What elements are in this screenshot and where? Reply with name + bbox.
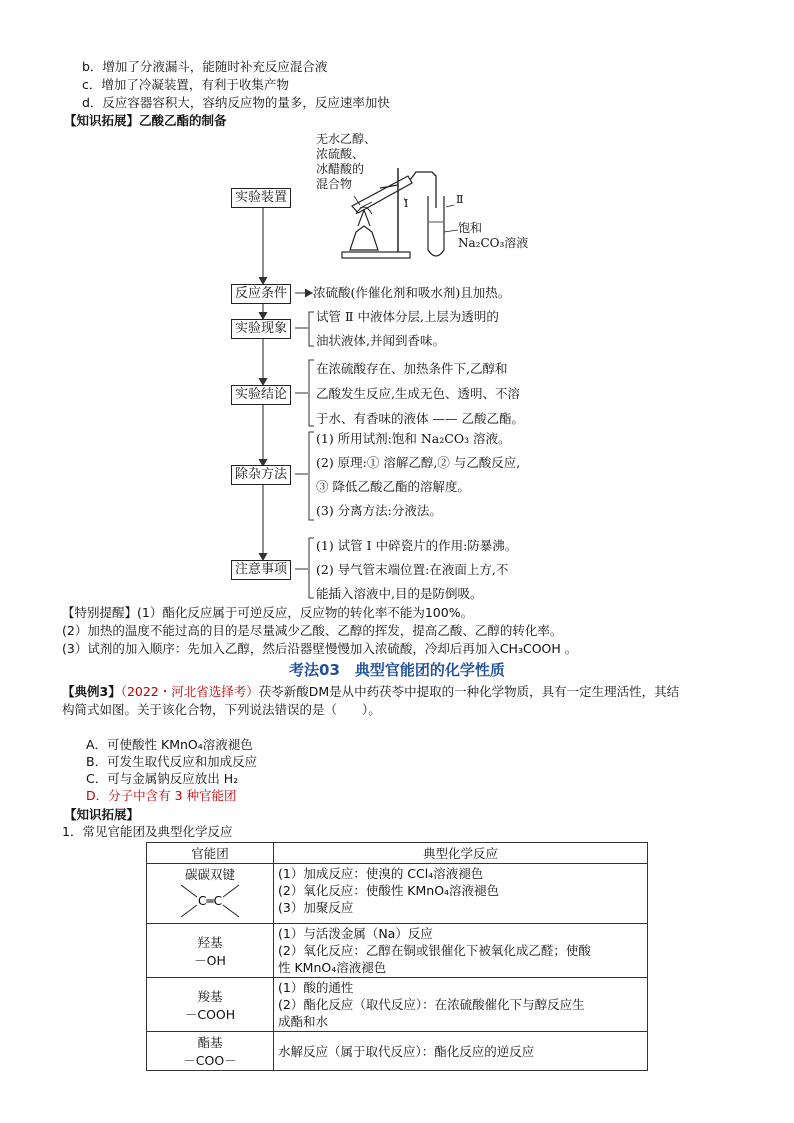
reaction-line: 性 KMnO₄溶液褪色	[278, 960, 387, 975]
notes-line-3: 能插入溶液中,目的是防倒吸。	[316, 586, 483, 601]
example-source: （2022・河北省选择考）	[120, 684, 259, 699]
notes-line-2: (2) 导气管末端位置:在液面上方,不	[316, 562, 509, 577]
table-header-row	[147, 843, 648, 864]
example-option-a: A．可使酸性 KMnO₄溶液褪色	[86, 737, 253, 752]
conclusion-line-1: 在浓硫酸存在、加热条件下,乙醇和	[316, 361, 508, 376]
phenomena-line-1: 试管 Ⅱ 中液体分层,上层为透明的	[316, 309, 499, 324]
example-line-1	[62, 683, 679, 700]
reaction-cell	[274, 864, 648, 924]
group-formula: －COOH	[184, 1006, 236, 1022]
example-stem-2: 构简式如图。关于该化合物，下列说法错误的是（ ）。	[62, 702, 381, 717]
functional-group-table	[146, 842, 648, 1071]
flow-label-notes: 注意事项	[231, 560, 291, 580]
reaction-line: 水解反应（属于取代反应）：酯化反应的逆反应	[278, 1043, 535, 1059]
tube-1-label: Ⅰ	[404, 197, 409, 210]
reaction-line: 成酯和水	[278, 1014, 329, 1029]
list-heading: 1．常见官能团及典型化学反应	[62, 824, 233, 839]
purification-line-1: (1) 所用试剂:饱和 Na₂CO₃ 溶液。	[316, 431, 511, 446]
group-cell	[147, 1032, 274, 1071]
extension2-heading: 【知识拓展】	[64, 807, 140, 822]
flow-label-purification: 除杂方法	[231, 465, 291, 485]
example-option-c: C．可与金属钠反应放出 H₂	[86, 771, 239, 786]
flow-label-conclusion: 实验结论	[231, 385, 291, 405]
tube-2-label: Ⅱ	[456, 193, 464, 206]
group-formula: －COO－	[183, 1053, 237, 1068]
purification-line-3: ③ 降低乙酸乙酯的溶解度。	[316, 479, 470, 494]
purification-line-2: (2) 原理:① 溶解乙醇,② 与乙酸反应,	[316, 455, 521, 470]
table-row	[147, 978, 648, 1032]
purification-line-4: (3) 分离方法:分液法。	[316, 503, 442, 518]
reagent-line-1: 无水乙醇、	[316, 132, 377, 146]
double-bond-label: C═C	[198, 894, 222, 908]
group-cell	[147, 978, 274, 1032]
reaction-cell	[274, 924, 648, 978]
option-c: c．增加了冷凝装置，有利于收集产物	[82, 77, 289, 92]
group-cell	[147, 924, 274, 978]
receiver-line-1: 饱和	[458, 221, 483, 235]
reaction-line: (1）酸的通性	[278, 980, 354, 995]
table-row	[147, 924, 648, 978]
reaction-line: (2）氧化反应：使酸性 KMnO₄溶液褪色	[278, 883, 500, 898]
reaction-line: (2）氧化反应：乙醇在铜或银催化下被氧化成乙醛；使酸	[278, 943, 591, 958]
reagent-line-3: 冰醋酸的	[316, 162, 365, 176]
reagent-line-4: 混合物	[316, 177, 353, 191]
conditions-text: 浓硫酸(作催化剂和吸水剂)且加热。	[313, 285, 511, 300]
group-cell	[147, 864, 274, 924]
flow-label-conditions: 反应条件	[231, 284, 291, 304]
notes-line-1: (1) 试管 Ⅰ 中碎瓷片的作用:防暴沸。	[316, 538, 518, 553]
double-bond-structure	[175, 883, 245, 919]
group-name: 酯基	[197, 1035, 223, 1050]
option-d: d．反应容器容积大，容纳反应物的量多，反应速率加快	[82, 95, 390, 110]
flow-label-apparatus: 实验装置	[231, 188, 291, 208]
group-name: 羟基	[197, 934, 223, 950]
group-formula: －OH	[194, 952, 226, 968]
phenomena-line-2: 油状液体,并闻到香味。	[316, 333, 445, 348]
example-option-b: B．可发生取代反应和加成反应	[86, 754, 258, 769]
reagent-line-2: 浓硫酸、	[316, 147, 365, 161]
example-option-d: D．分子中含有 3 种官能团	[86, 788, 237, 803]
reminder-line-2: (2）加热的温度不能过高的目的是尽量减少乙酸、乙醇的挥发，提高乙酸、乙醇的转化率。	[62, 623, 563, 638]
reminder-line-3: (3）试剂的加入顺序：先加入乙醇，然后沿器壁慢慢加入浓硫酸，冷却后再加入CH₃COOH 。	[62, 641, 578, 656]
table-row	[147, 1032, 648, 1071]
example-tag: 【典例3】	[62, 684, 121, 699]
group-name: 碳碳双键	[184, 867, 235, 882]
reaction-line: (3）加聚反应	[278, 900, 354, 915]
reaction-line: (1）与活泼金属（Na）反应	[278, 926, 433, 941]
option-b: b．增加了分液漏斗，能随时补充反应混合液	[82, 59, 328, 74]
extension-heading: 【知识拓展】乙酸乙酯的制备	[64, 113, 227, 128]
group-name: 羧基	[197, 988, 223, 1004]
receiver-line-2: Na₂CO₃溶液	[458, 236, 529, 250]
header-group: 官能团	[147, 843, 274, 864]
example-stem-1: 茯苓新酸DM是从中药茯苓中提取的一种化学物质，具有一定生理活性，其结	[258, 684, 680, 699]
conclusion-line-3: 于水、有香味的液体 —— 乙酸乙酯。	[316, 411, 524, 426]
reminder-line-1: 【特别提醒】(1）酯化反应属于可逆反应，反应物的转化率不能为100%。	[62, 605, 474, 620]
reaction-line: (1）加成反应：使溴的 CCl₄溶液褪色	[278, 866, 484, 881]
section-title: 考法03 典型官能团的化学性质	[289, 661, 505, 679]
reaction-line: (2）酯化反应（取代反应）：在浓硫酸催化下与醇反应生	[278, 997, 585, 1012]
header-reaction: 典型化学反应	[274, 843, 648, 864]
reaction-cell	[274, 1032, 648, 1071]
conclusion-line-2: 乙酸发生反应,生成无色、透明、不溶	[316, 386, 520, 401]
reaction-cell	[274, 978, 648, 1032]
table-row	[147, 864, 648, 924]
flow-label-phenomena: 实验现象	[231, 319, 291, 339]
